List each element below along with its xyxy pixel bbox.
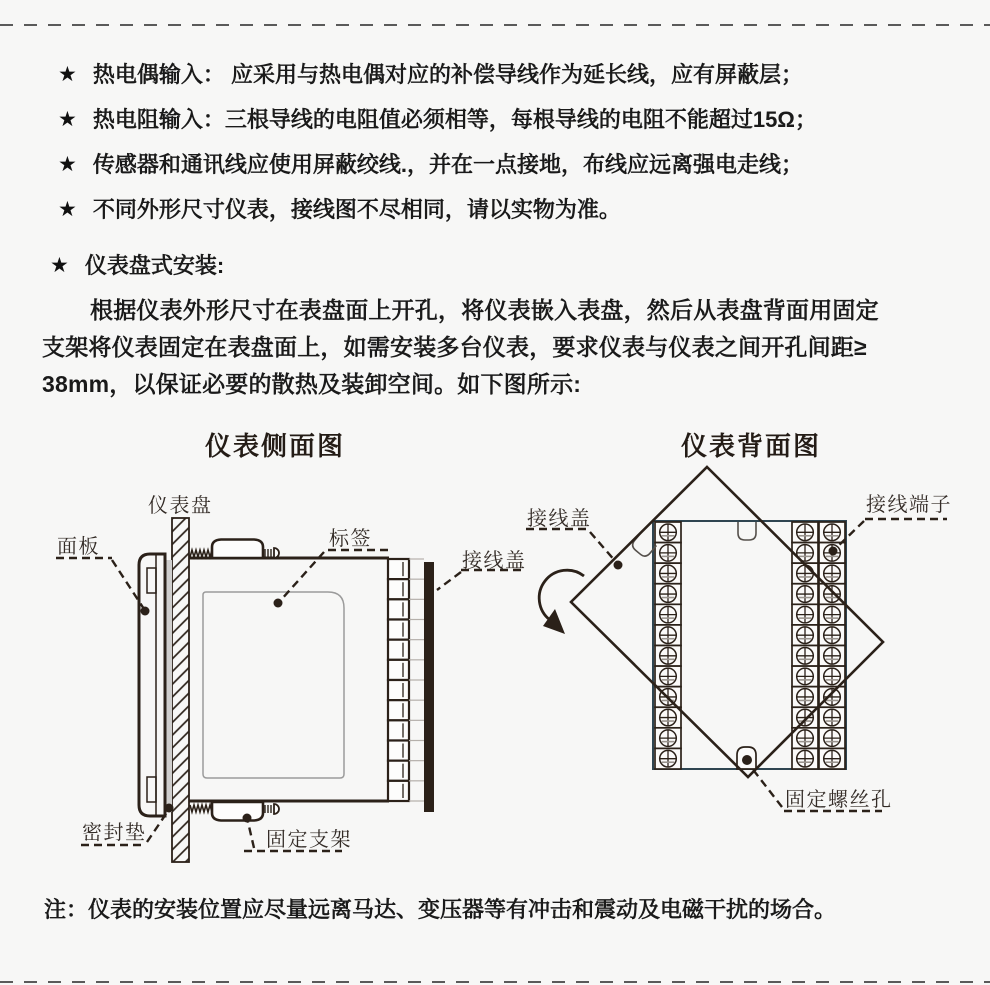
terminal-cell [388,640,409,660]
terminal-cell [388,599,409,619]
side-view-diagram [40,480,540,870]
screw-hole-label: 固定螺丝孔 [785,789,893,811]
section-heading [50,253,224,279]
terminal-cover-label: 接线盖 [462,550,527,572]
terminal-links [409,559,424,801]
back-view-title: 仪表背面图 [681,432,822,461]
tag-plate [203,592,344,778]
bullet-item [58,152,803,178]
bullet-text: 热电阻输入：三根导线的电阻值必须相等，每根导线的电阻不能超过15Ω； [92,107,817,132]
tag-label: 标签 [329,528,372,550]
star-bullet-icon: ★ [58,198,77,221]
panel-board-wall [172,518,189,862]
star-bullet-icon: ★ [58,108,77,131]
terminal-cell [388,660,409,680]
terminal-cell [388,579,409,599]
bracket-leader-dot [243,814,252,823]
star-bullet-icon: ★ [58,153,77,176]
star-bullet-icon: ★ [58,63,77,86]
paragraph-line: 38mm，以保证必要的散热及装卸空间。如下图所示: [42,371,582,397]
bracket-label: 固定支架 [266,829,352,851]
star-bullet-icon: ★ [50,254,69,277]
terminal-leader-dot [829,547,838,556]
paragraph-line: 支架将仪表固定在表盘面上，如需安装多台仪表，要求仪表与仪表之间开孔间距≥ [42,334,867,360]
terminal-cell [388,741,409,761]
section-heading-text: 仪表盘式安装: [84,253,225,278]
terminal-cell [388,781,409,801]
bullet-text: 不同外形尺寸仪表，接线图不尽相同，请以实物为准。 [92,197,621,222]
terminal-cell [388,559,409,579]
gasket-label: 密封垫 [82,822,147,844]
bullet-item [58,197,621,223]
terminal-cell [388,700,409,720]
paragraph-line: 根据仪表外形尺寸在表盘面上开孔，将仪表嵌入表盘，然后从表盘背面用固定 [90,297,879,323]
screw-hole-leader-dot [742,755,752,765]
bullet-text: 传感器和通讯线应使用屏蔽绞线.，并在一点接地，布线应远离强电走线； [92,152,803,177]
side-view-title: 仪表侧面图 [205,432,346,461]
terminal-cover-bar [424,562,434,812]
rotation-arrowhead [543,609,565,634]
installation-note: 注：仪表的安装位置应尽量远离马达、变压器等有冲击和震动及电磁干扰的场合。 [44,897,837,922]
bullet-text: 热电偶输入： 应采用与热电偶对应的补偿导线作为延长线，应有屏蔽层； [92,62,803,87]
fixing-bracket-bottom [190,802,279,821]
label-leaders [56,550,521,851]
front-panel-label: 面板 [57,536,100,558]
terminal-cell [388,680,409,700]
tag-leader-dot [274,599,283,608]
terminal-cover-label: 接线盖 [527,508,592,530]
bullet-item [58,107,817,133]
panel-board-label: 仪表盘 [148,495,213,517]
fixing-bracket-top [190,540,279,559]
top-dashed-divider [0,24,990,26]
terminals-label: 接线端子 [866,494,952,516]
bottom-dashed-divider [0,981,990,983]
terminal-cell [388,720,409,740]
gasket-leader-dot [165,804,174,813]
terminal-strip [388,559,409,801]
terminal-cell [388,620,409,640]
cover-leader-dot [614,561,623,570]
bullet-item [58,62,803,88]
terminal-cell [388,761,409,781]
